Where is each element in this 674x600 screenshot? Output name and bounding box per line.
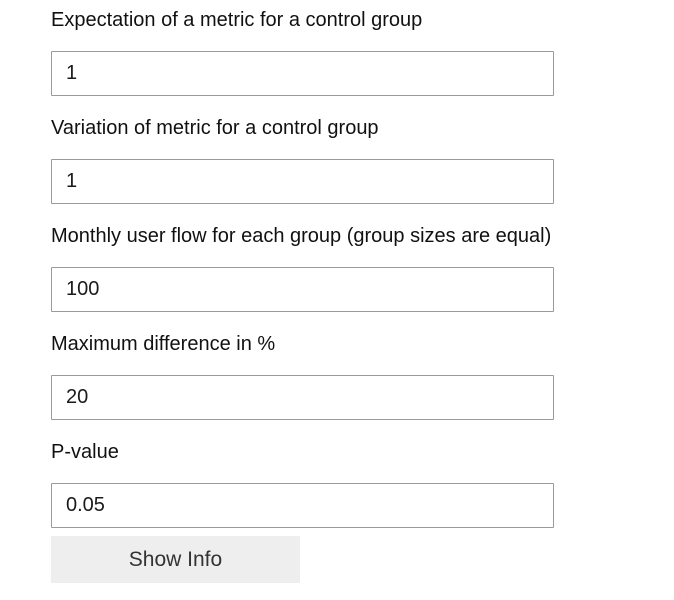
monthly-user-flow-input[interactable]: [51, 267, 554, 312]
monthly-user-flow-label: Monthly user flow for each group (group sizes are equal): [51, 225, 552, 247]
variation-label: Variation of metric for a control group: [51, 117, 379, 139]
expectation-label: Expectation of a metric for a control group: [51, 9, 423, 31]
p-value-label: P-value: [51, 441, 119, 463]
max-difference-input[interactable]: [51, 375, 554, 420]
show-info-button[interactable]: Show Info: [51, 536, 300, 583]
p-value-input[interactable]: [51, 483, 554, 528]
variation-input[interactable]: [51, 159, 554, 204]
max-difference-label: Maximum difference in %: [51, 333, 276, 355]
expectation-input[interactable]: [51, 51, 554, 96]
